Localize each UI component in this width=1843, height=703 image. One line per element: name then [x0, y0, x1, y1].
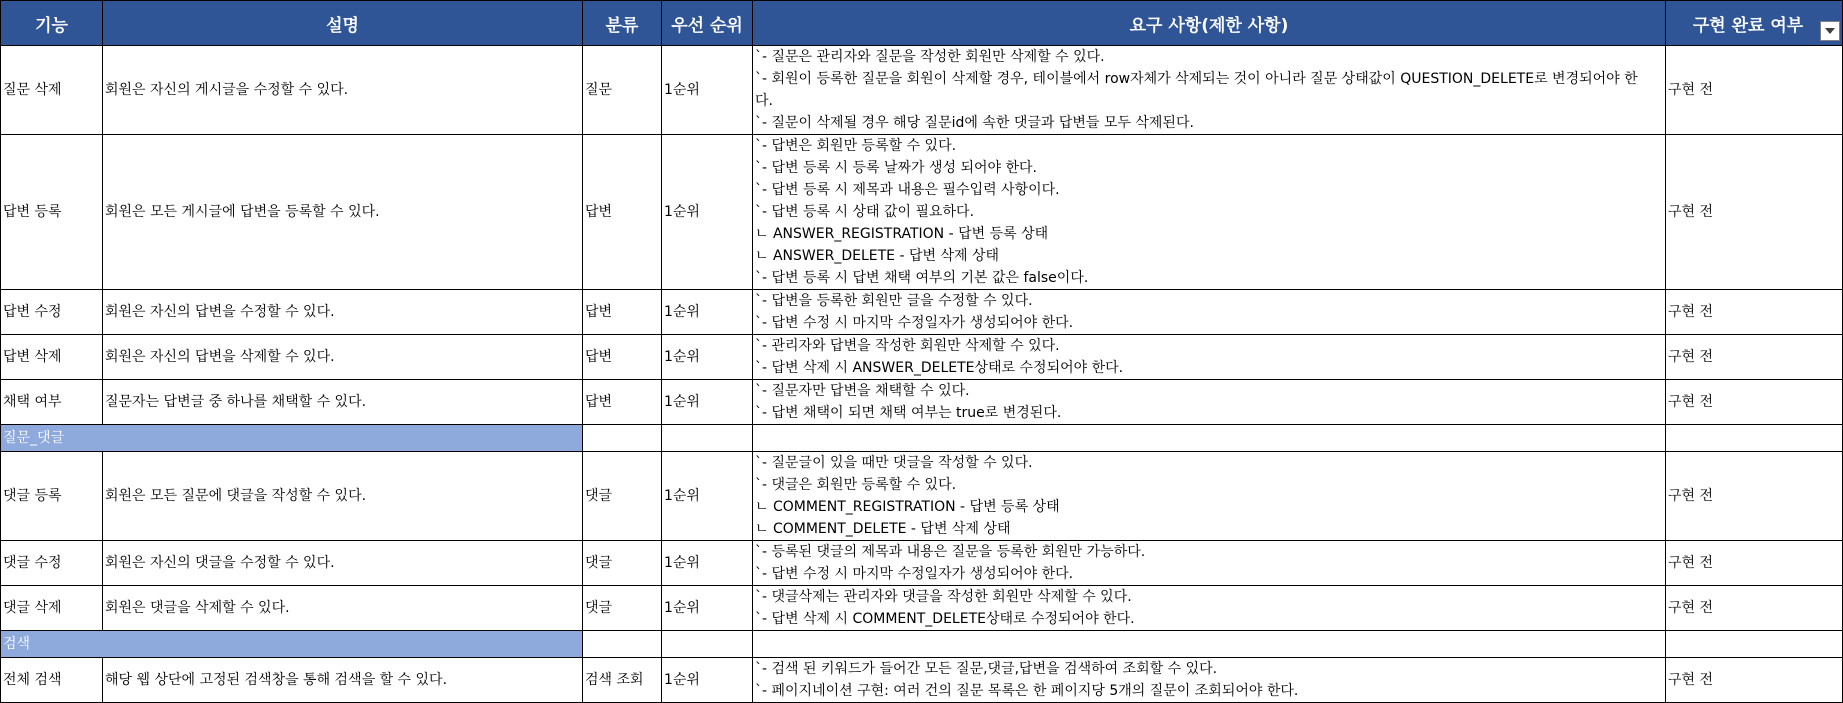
- empty-cell[interactable]: [753, 425, 1666, 452]
- description-cell[interactable]: 회원은 자신의 답변을 삭제할 수 있다.: [103, 335, 583, 380]
- status-cell[interactable]: 구현 전: [1666, 135, 1843, 290]
- requirement-line: `- 댓글은 회원만 등록할 수 있다.: [755, 477, 957, 493]
- requirement-line: `- 답변 수정 시 마지막 수정일자가 생성되어야 한다.: [755, 315, 1074, 331]
- requirement-line: `- 검색 된 키워드가 들어간 모든 질문,댓글,답변을 검색하여 조회할 수 있다.: [755, 661, 1218, 677]
- requirement-line: `- 답변 채택이 되면 채택 여부는 true로 변경된다.: [755, 405, 1062, 421]
- description-cell[interactable]: 해당 웹 상단에 고정된 검색창을 통해 검색을 할 수 있다.: [103, 658, 583, 703]
- category-cell[interactable]: 댓글: [583, 541, 662, 586]
- table-row: [1, 135, 1843, 290]
- feature-cell[interactable]: 답변 등록: [1, 135, 103, 290]
- requirement-line: ㄴ COMMENT_DELETE - 답변 삭제 상태: [755, 521, 1011, 537]
- requirement-line: ㄴ ANSWER_DELETE - 답변 삭제 상태: [755, 248, 999, 264]
- table-row: [1, 452, 1843, 541]
- requirement-line: `- 답변 등록 시 답변 채택 여부의 기본 값은 false이다.: [755, 270, 1089, 286]
- feature-cell[interactable]: 댓글 삭제: [1, 586, 103, 631]
- filter-dropdown-button[interactable]: [1820, 21, 1840, 41]
- table-row: [1, 290, 1843, 335]
- status-cell[interactable]: 구현 전: [1666, 380, 1843, 425]
- header-description[interactable]: 설명: [103, 1, 583, 46]
- status-cell[interactable]: 구현 전: [1666, 541, 1843, 586]
- description-cell[interactable]: 질문자는 답변글 중 하나를 채택할 수 있다.: [103, 380, 583, 425]
- priority-cell[interactable]: 1순위: [662, 452, 753, 541]
- priority-cell[interactable]: 1순위: [662, 380, 753, 425]
- header-status[interactable]: [1666, 1, 1843, 46]
- category-cell[interactable]: 검색 조회: [583, 658, 662, 703]
- requirement-line: `- 답변을 등록한 회원만 글을 수정할 수 있다.: [755, 293, 1033, 309]
- description-cell[interactable]: 회원은 모든 질문에 댓글을 작성할 수 있다.: [103, 452, 583, 541]
- section-label[interactable]: 검색: [1, 631, 583, 658]
- requirement-line: `- 답변은 회원만 등록할 수 있다.: [755, 138, 957, 154]
- requirements-cell[interactable]: [753, 290, 1666, 335]
- section-row: [1, 425, 1843, 452]
- feature-cell[interactable]: 질문 삭제: [1, 46, 103, 135]
- requirement-line: `- 등록된 댓글의 제목과 내용은 질문을 등록한 회원만 가능하다.: [755, 544, 1146, 560]
- feature-cell[interactable]: 답변 삭제: [1, 335, 103, 380]
- priority-cell[interactable]: 1순위: [662, 586, 753, 631]
- priority-cell[interactable]: 1순위: [662, 541, 753, 586]
- empty-cell[interactable]: [583, 425, 662, 452]
- feature-cell[interactable]: 댓글 수정: [1, 541, 103, 586]
- header-feature[interactable]: 기능: [1, 1, 103, 46]
- description-cell[interactable]: 회원은 자신의 게시글을 수정할 수 있다.: [103, 46, 583, 135]
- empty-cell[interactable]: [583, 631, 662, 658]
- requirement-line: `- 질문이 삭제될 경우 해당 질문id에 속한 댓글과 답변들 모두 삭제된다.: [755, 115, 1194, 131]
- empty-cell[interactable]: [662, 631, 753, 658]
- requirement-line: ㄴ COMMENT_REGISTRATION - 답변 등록 상태: [755, 499, 1060, 515]
- empty-cell[interactable]: [1666, 631, 1843, 658]
- requirements-cell[interactable]: [753, 335, 1666, 380]
- description-cell[interactable]: 회원은 댓글을 삭제할 수 있다.: [103, 586, 583, 631]
- requirements-cell[interactable]: [753, 135, 1666, 290]
- section-row: [1, 631, 1843, 658]
- priority-cell[interactable]: 1순위: [662, 658, 753, 703]
- empty-cell[interactable]: [662, 425, 753, 452]
- empty-cell[interactable]: [753, 631, 1666, 658]
- category-cell[interactable]: 댓글: [583, 452, 662, 541]
- category-cell[interactable]: 답변: [583, 135, 662, 290]
- feature-cell[interactable]: 답변 수정: [1, 290, 103, 335]
- category-cell[interactable]: 답변: [583, 290, 662, 335]
- requirements-cell[interactable]: [753, 380, 1666, 425]
- header-category[interactable]: 분류: [583, 1, 662, 46]
- header-status-label: 구현 완료 여부: [1692, 15, 1804, 36]
- priority-cell[interactable]: 1순위: [662, 290, 753, 335]
- requirement-line: `- 질문글이 있을 때만 댓글을 작성할 수 있다.: [755, 455, 1033, 471]
- requirements-cell[interactable]: [753, 452, 1666, 541]
- status-cell[interactable]: 구현 전: [1666, 46, 1843, 135]
- table-row: [1, 380, 1843, 425]
- category-cell[interactable]: 댓글: [583, 586, 662, 631]
- requirement-line: 다.: [755, 93, 773, 109]
- status-cell[interactable]: 구현 전: [1666, 335, 1843, 380]
- requirement-line: `- 질문자만 답변을 채택할 수 있다.: [755, 383, 970, 399]
- priority-cell[interactable]: 1순위: [662, 135, 753, 290]
- table-row: [1, 335, 1843, 380]
- empty-cell[interactable]: [1666, 425, 1843, 452]
- header-priority[interactable]: 우선 순위: [662, 1, 753, 46]
- requirement-line: ㄴ ANSWER_REGISTRATION - 답변 등록 상태: [755, 226, 1049, 242]
- feature-cell[interactable]: 채택 여부: [1, 380, 103, 425]
- requirement-line: `- 관리자와 답변을 작성한 회원만 삭제할 수 있다.: [755, 338, 1060, 354]
- requirement-line: `- 답변 삭제 시 COMMENT_DELETE상태로 수정되어야 한다.: [755, 611, 1135, 627]
- table-body: [1, 46, 1843, 703]
- status-cell[interactable]: 구현 전: [1666, 586, 1843, 631]
- table-row: [1, 586, 1843, 631]
- description-cell[interactable]: 회원은 자신의 답변을 수정할 수 있다.: [103, 290, 583, 335]
- table-row: [1, 46, 1843, 135]
- category-cell[interactable]: 질문: [583, 46, 662, 135]
- requirements-cell[interactable]: [753, 541, 1666, 586]
- feature-cell[interactable]: 전체 검색: [1, 658, 103, 703]
- dropdown-arrow-icon: [1825, 28, 1835, 34]
- requirement-line: `- 질문은 관리자와 질문을 작성한 회원만 삭제할 수 있다.: [755, 49, 1105, 65]
- requirement-line: `- 답변 등록 시 상태 값이 필요하다.: [755, 204, 975, 220]
- requirement-line: `- 답변 수정 시 마지막 수정일자가 생성되어야 한다.: [755, 566, 1074, 582]
- category-cell[interactable]: 답변: [583, 335, 662, 380]
- feature-cell[interactable]: 댓글 등록: [1, 452, 103, 541]
- requirements-cell[interactable]: [753, 46, 1666, 135]
- table-row: [1, 541, 1843, 586]
- section-label[interactable]: 질문_댓글: [1, 425, 583, 452]
- requirement-line: `- 회원이 등록한 질문을 회원이 삭제할 경우, 테이블에서 row자체가 삭제되는 것이 아니라 질문 상태값이 QUESTION_DELETE로 변경되어야 한: [755, 71, 1638, 87]
- requirement-line: `- 댓글삭제는 관리자와 댓글을 작성한 회원만 삭제할 수 있다.: [755, 589, 1132, 605]
- requirement-line: `- 답변 등록 시 등록 날짜가 생성 되어야 한다.: [755, 160, 1038, 176]
- header-requirements[interactable]: 요구 사항(제한 사항): [753, 1, 1666, 46]
- status-cell[interactable]: 구현 전: [1666, 658, 1843, 703]
- requirement-line: `- 페이지네이션 구현: 여러 건의 질문 목록은 한 페이지당 5개의 질문이 조회되어야 한다.: [755, 683, 1299, 699]
- requirements-cell[interactable]: [753, 658, 1666, 703]
- priority-cell[interactable]: 1순위: [662, 46, 753, 135]
- requirement-line: `- 답변 삭제 시 ANSWER_DELETE상태로 수정되어야 한다.: [755, 360, 1124, 376]
- priority-cell[interactable]: 1순위: [662, 335, 753, 380]
- requirements-cell[interactable]: [753, 586, 1666, 631]
- category-cell[interactable]: 답변: [583, 380, 662, 425]
- table-row: [1, 658, 1843, 703]
- description-cell[interactable]: 회원은 자신의 댓글을 수정할 수 있다.: [103, 541, 583, 586]
- requirement-line: `- 답변 등록 시 제목과 내용은 필수입력 사항이다.: [755, 182, 1060, 198]
- description-cell[interactable]: 회원은 모든 게시글에 답변을 등록할 수 있다.: [103, 135, 583, 290]
- status-cell[interactable]: 구현 전: [1666, 290, 1843, 335]
- status-cell[interactable]: 구현 전: [1666, 452, 1843, 541]
- header-row: [1, 1, 1843, 46]
